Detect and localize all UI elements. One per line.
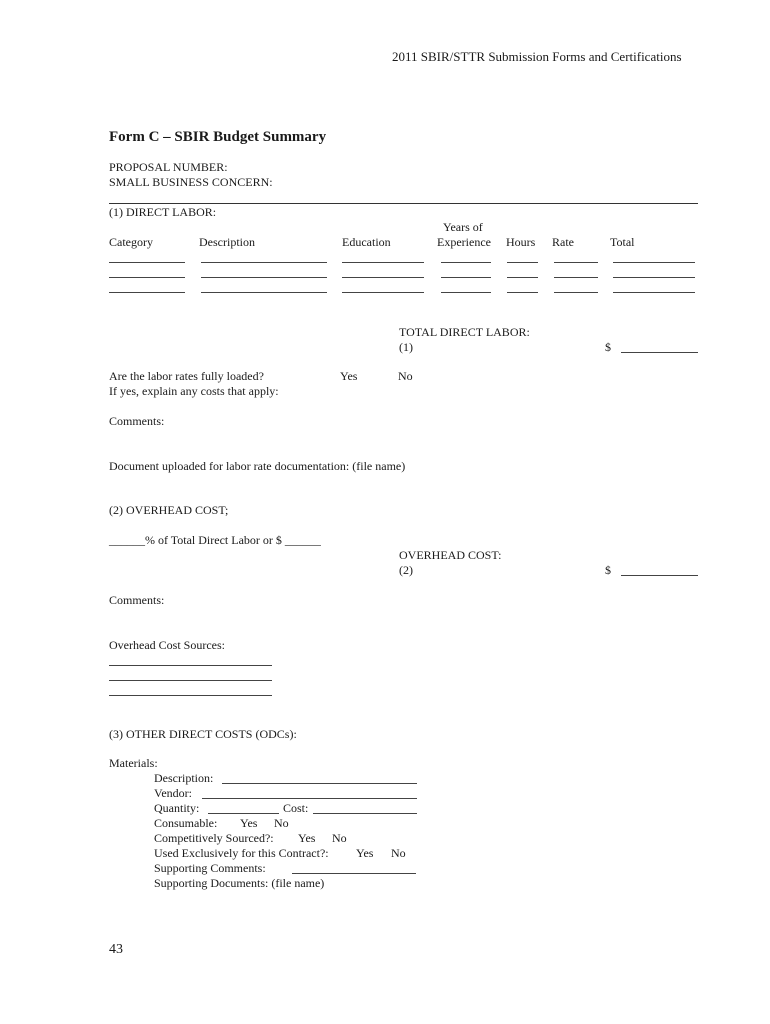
column-header-total: Total [610, 235, 635, 249]
labor-document-label: Document uploaded for labor rate documentation: (file name) [109, 459, 406, 473]
overhead-cost-field[interactable] [621, 575, 698, 576]
overhead-source-line[interactable] [109, 695, 272, 696]
overhead-cost-label: OVERHEAD COST: [399, 548, 502, 562]
total-blank[interactable] [613, 262, 695, 263]
supporting-comments-label: Supporting Comments: [154, 861, 266, 875]
material-description-label: Description: [154, 771, 214, 785]
vendor-label: Vendor: [154, 786, 192, 800]
column-header-rate: Rate [552, 235, 574, 249]
used-exclusively-label: Used Exclusively for this Contract?: [154, 846, 329, 860]
total-blank[interactable] [613, 277, 695, 278]
category-blank[interactable] [109, 292, 185, 293]
currency-symbol: $ [605, 563, 611, 577]
materials-label: Materials: [109, 756, 158, 770]
page-number: 43 [109, 942, 123, 957]
rate-blank[interactable] [554, 292, 598, 293]
total-direct-labor-label: TOTAL DIRECT LABOR: [399, 325, 530, 339]
description-blank[interactable] [201, 292, 327, 293]
consumable-label: Consumable: [154, 816, 218, 830]
education-blank[interactable] [342, 292, 424, 293]
competitive-no-option[interactable]: No [332, 831, 347, 845]
category-blank[interactable] [109, 277, 185, 278]
column-header-experience: Experience [437, 235, 491, 249]
competitive-yes-option[interactable]: Yes [298, 831, 316, 845]
consumable-no-option[interactable]: No [274, 816, 289, 830]
labor-rates-no-option[interactable]: No [398, 369, 413, 383]
overhead-source-line[interactable] [109, 665, 272, 666]
experience-blank[interactable] [441, 292, 491, 293]
vendor-field[interactable] [202, 798, 417, 799]
education-blank[interactable] [342, 277, 424, 278]
material-description-field[interactable] [222, 783, 417, 784]
hours-blank[interactable] [507, 277, 538, 278]
overhead-cost-ref: (2) [399, 563, 413, 577]
overhead-percent-line[interactable]: ______% of Total Direct Labor or $ ______ [109, 533, 321, 547]
small-business-label: SMALL BUSINESS CONCERN: [109, 175, 273, 189]
supporting-documents-label: Supporting Documents: (file name) [154, 876, 325, 890]
rate-blank[interactable] [554, 277, 598, 278]
quantity-field[interactable] [208, 813, 279, 814]
category-blank[interactable] [109, 262, 185, 263]
form-title: Form C – SBIR Budget Summary [109, 129, 327, 145]
column-header-description: Description [199, 235, 255, 249]
supporting-comments-field[interactable] [292, 873, 416, 874]
cost-field[interactable] [313, 813, 417, 814]
rate-blank[interactable] [554, 262, 598, 263]
column-header-category: Category [109, 235, 153, 249]
competitively-sourced-label: Competitively Sourced?: [154, 831, 274, 845]
overhead-comments-label: Comments: [109, 593, 165, 607]
education-blank[interactable] [342, 262, 424, 263]
experience-blank[interactable] [441, 277, 491, 278]
column-header-education: Education [342, 235, 391, 249]
labor-comments-label: Comments: [109, 414, 165, 428]
explain-costs-label: If yes, explain any costs that apply: [109, 384, 279, 398]
direct-labor-heading: (1) DIRECT LABOR: [109, 205, 217, 219]
consumable-yes-option[interactable]: Yes [240, 816, 258, 830]
hours-blank[interactable] [507, 292, 538, 293]
experience-blank[interactable] [441, 262, 491, 263]
exclusive-no-option[interactable]: No [391, 846, 406, 860]
overhead-heading: (2) OVERHEAD COST; [109, 503, 229, 517]
overhead-sources-label: Overhead Cost Sources: [109, 638, 225, 652]
overhead-source-line[interactable] [109, 680, 272, 681]
proposal-number-label: PROPOSAL NUMBER: [109, 160, 228, 174]
description-blank[interactable] [201, 277, 327, 278]
labor-rates-question: Are the labor rates fully loaded? [109, 369, 264, 383]
total-direct-labor-field[interactable] [621, 352, 698, 353]
column-header-hours: Hours [506, 235, 536, 249]
running-header: 2011 SBIR/STTR Submission Forms and Certifications [392, 49, 682, 64]
labor-rates-yes-option[interactable]: Yes [340, 369, 358, 383]
hours-blank[interactable] [507, 262, 538, 263]
column-header-years-of: Years of [443, 220, 483, 234]
section-divider [109, 203, 698, 204]
exclusive-yes-option[interactable]: Yes [356, 846, 374, 860]
description-blank[interactable] [201, 262, 327, 263]
quantity-label: Quantity: [154, 801, 200, 815]
odc-heading: (3) OTHER DIRECT COSTS (ODCs): [109, 727, 297, 741]
total-direct-labor-ref: (1) [399, 340, 413, 354]
total-blank[interactable] [613, 292, 695, 293]
cost-label: Cost: [283, 801, 309, 815]
currency-symbol: $ [605, 340, 611, 354]
